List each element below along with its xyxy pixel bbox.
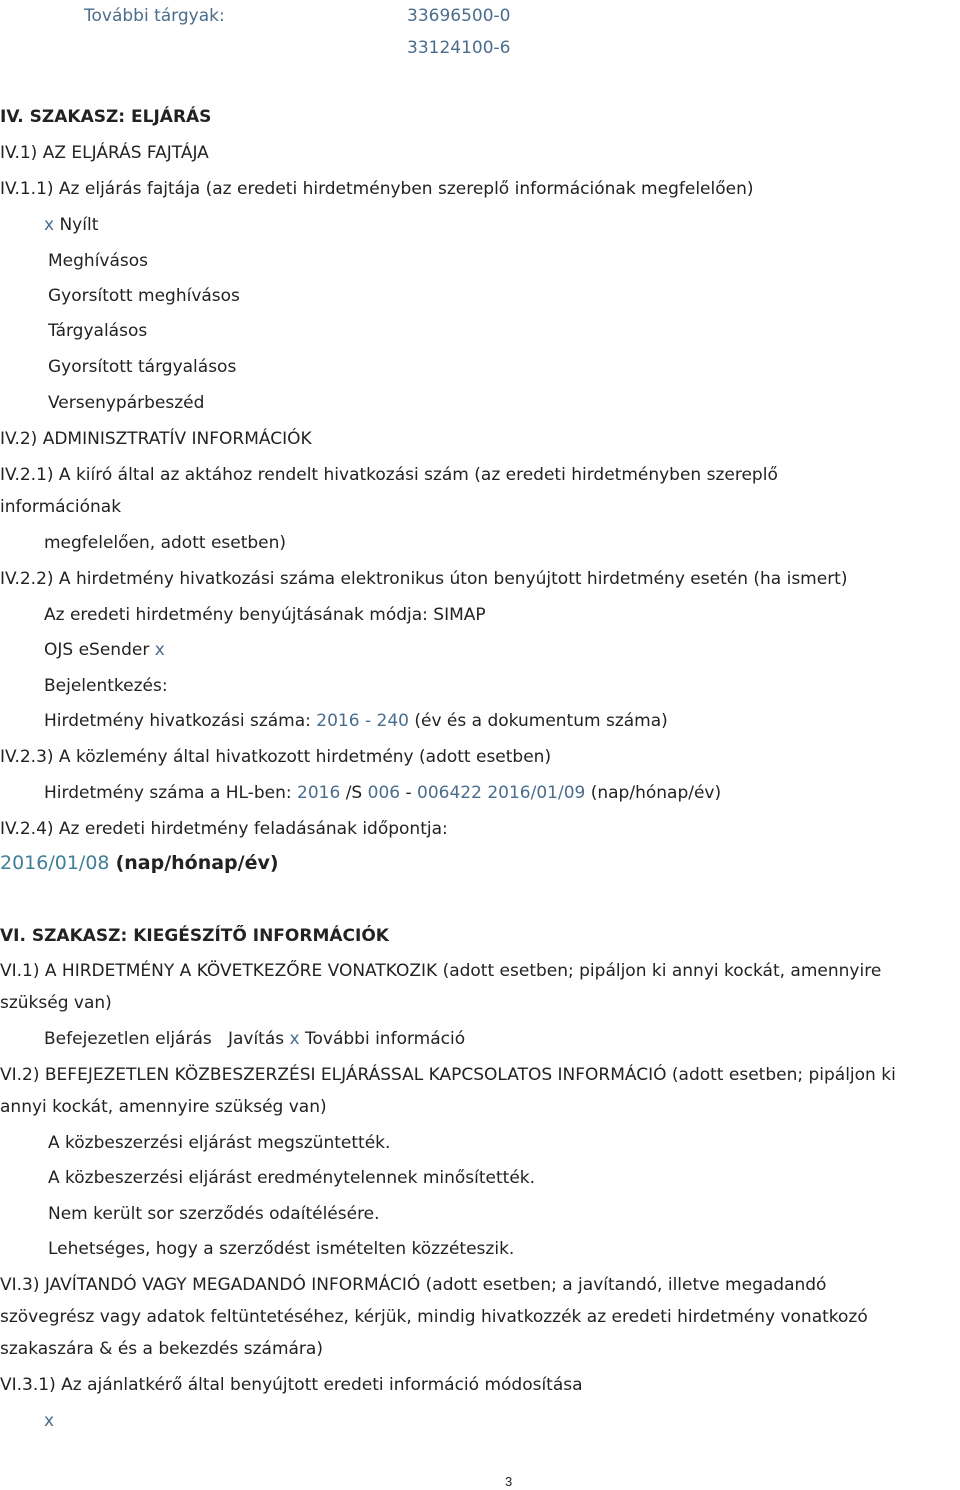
cpv-code-2: 33124100-6 — [407, 38, 511, 58]
heading-vi-1: VI.1) A HIRDETMÉNY A KÖVETKEZŐRE VONATKOZIK (adott esetben; pipáljon ki annyi kockát, amennyire — [0, 961, 882, 981]
cpv-code-1: 33696500-0 — [407, 6, 511, 26]
heading-iv-2: IV.2) ADMINISZTRATÍV INFORMÁCIÓK — [0, 429, 312, 449]
heading-iv-2-2: IV.2.2) A hirdetmény hivatkozási száma elektronikus úton benyújtott hirdetmény esetén (ha ismert) — [0, 569, 848, 589]
heading-iv-1: IV.1) AZ ELJÁRÁS FAJTÁJA — [0, 143, 209, 163]
option-accelerated-negotiated: Gyorsított tárgyalásos — [48, 357, 237, 377]
original-dispatch-date: 2016/01/08 (nap/hónap/év) — [0, 852, 279, 874]
heading-vi-3-cont: szövegrész vagy adatok feltüntetéséhez, kérjük, mindig hivatkozzék az eredeti hirdetmény vonatkozó — [0, 1307, 868, 1327]
page-number: 3 — [505, 1474, 513, 1489]
option-open: x Nyílt — [44, 215, 99, 235]
checked-mark: x — [289, 1029, 300, 1049]
heading-vi-3-1: VI.3.1) Az ajánlatkérő által benyújtott eredeti információ módosítása — [0, 1375, 583, 1395]
checked-mark: x — [154, 640, 165, 660]
notice-reference: Hirdetmény hivatkozási száma: 2016 - 240 (év és a dokumentum száma) — [44, 711, 668, 731]
heading-iv-1-1: IV.1.1) Az eljárás fajtája (az eredeti hirdetményben szereplő információnak megfelelően) — [0, 179, 754, 199]
login-label: Bejelentkezés: — [44, 676, 168, 696]
option-competitive-dialogue: Versenypárbeszéd — [48, 393, 205, 413]
heading-vi-3-cont2: szakaszára & és a bekezdés számára) — [0, 1339, 323, 1359]
heading-iv-2-4: IV.2.4) Az eredeti hirdetmény feladásának időpontja: — [0, 819, 448, 839]
heading-iv-2-1-cont2: megfelelően, adott esetben) — [44, 533, 287, 553]
heading-iv-2-3: IV.2.3) A közlemény által hivatkozott hirdetmény (adott esetben) — [0, 747, 552, 767]
heading-iv-2-1-cont: információnak — [0, 497, 122, 517]
incomplete-option-2: A közbeszerzési eljárást eredménytelennek minősítették. — [48, 1168, 536, 1188]
option-negotiated: Tárgyalásos — [48, 321, 148, 341]
oj-notice-number: Hirdetmény száma a HL-ben: 2016 /S 006 - 006422 2016/01/09 (nap/hónap/év) — [44, 783, 722, 803]
option-restricted: Meghívásos — [48, 251, 149, 271]
incomplete-option-1: A közbeszerzési eljárást megszüntették. — [48, 1133, 391, 1153]
ojs-esender: OJS eSender x — [44, 640, 165, 660]
incomplete-option-4: Lehetséges, hogy a szerződést ismételten közzéteszik. — [48, 1239, 515, 1259]
section-iv-title: IV. SZAKASZ: ELJÁRÁS — [0, 107, 212, 127]
notice-type-options: Befejezetlen eljárás Javítás x További információ — [44, 1029, 466, 1049]
checked-mark: x — [44, 215, 55, 235]
other-subjects-label: További tárgyak: — [84, 6, 225, 26]
section-vi-title: VI. SZAKASZ: KIEGÉSZÍTŐ INFORMÁCIÓK — [0, 926, 389, 946]
heading-iv-2-1: IV.2.1) A kiíró által az aktához rendelt hivatkozási szám (az eredeti hirdetményben szereplő — [0, 465, 778, 485]
heading-vi-2-cont: annyi kockát, amennyire szükség van) — [0, 1097, 327, 1117]
submit-mode: Az eredeti hirdetmény benyújtásának módja: SIMAP — [44, 605, 486, 625]
option-accelerated-restricted: Gyorsított meghívásos — [48, 286, 240, 306]
checked-mark: x — [44, 1411, 55, 1431]
heading-vi-3: VI.3) JAVÍTANDÓ VAGY MEGADANDÓ INFORMÁCIÓ (adott esetben; a javítandó, illetve megadandó — [0, 1275, 827, 1295]
heading-vi-2: VI.2) BEFEJEZETLEN KÖZBESZERZÉSI ELJÁRÁSSAL KAPCSOLATOS INFORMÁCIÓ (adott esetben; pipáljon ki — [0, 1065, 896, 1085]
heading-vi-1-cont: szükség van) — [0, 993, 112, 1013]
incomplete-option-3: Nem került sor szerződés odaítélésére. — [48, 1204, 380, 1224]
